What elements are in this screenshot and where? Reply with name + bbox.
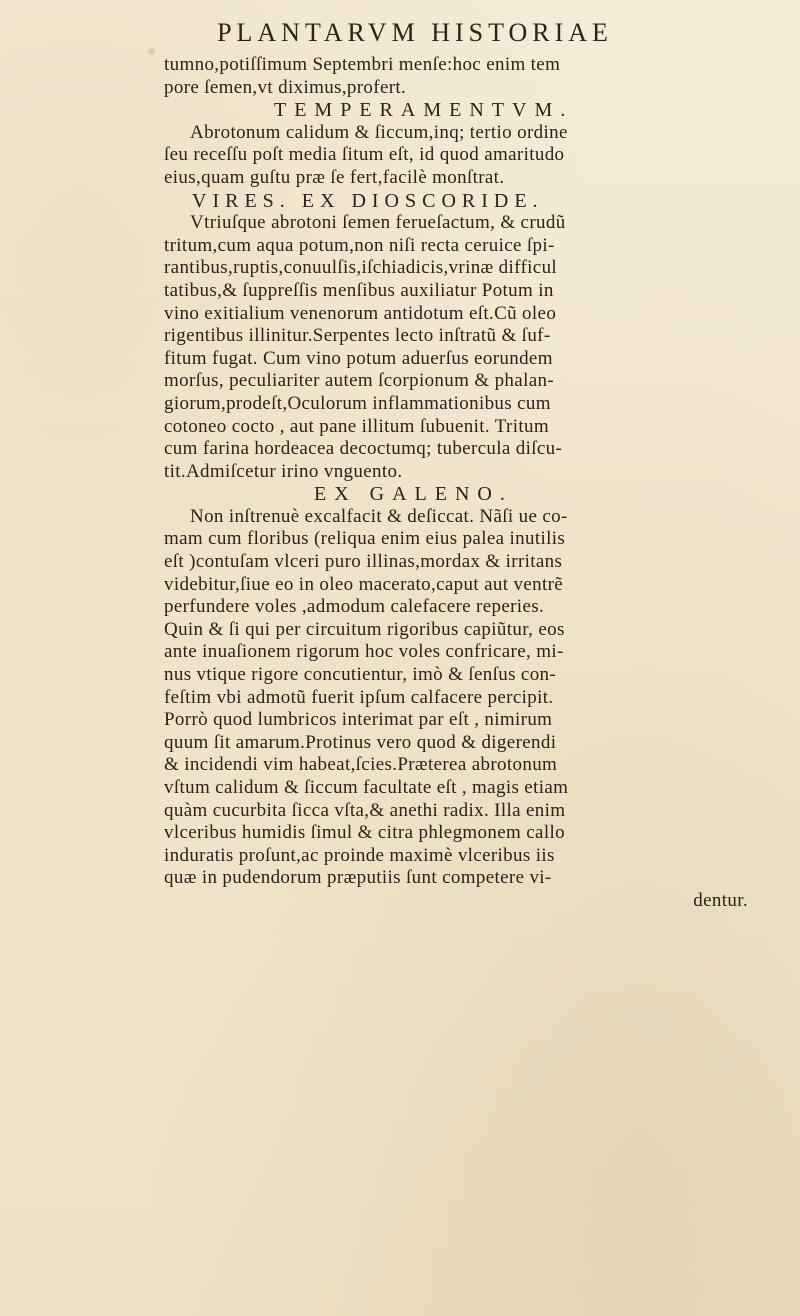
text-line: giorum,prodeſt,Oculorum inflammationibus cum [164, 392, 551, 414]
text-line: vlceribus humidis ſimul & citra phlegmonem callo [164, 822, 565, 844]
text-line: perfundere voles ,admodum calefacere reperies. [164, 596, 545, 618]
text-line: vſtum calidum & ſiccum facultate eſt , magis etiam [164, 777, 569, 798]
text-line: induratis proſunt,ac proinde maximè vlceribus iis [164, 844, 555, 866]
text-line: quæ in pudendorum præputiis ſunt competere vi- [164, 867, 552, 889]
text-line: fitum fugat. Cum vino potum aduerſus eorundem [164, 347, 553, 369]
text-line: ſeu receſſu poſt media ſitum eſt, id quod amaritudo [164, 144, 565, 166]
text-line: eius,quam guſtu præ ſe fert,facilè monſtrat. [164, 166, 505, 188]
text-line: Quin & ſi qui per circuitum rigoribus capiũtur, eos [164, 618, 565, 640]
ink-blot [148, 48, 155, 55]
text-line: cotoneo cocto , aut pane illitum ſubuenit. Tritum [164, 415, 549, 437]
section-heading-vires-dioscoride: VIRES. EX DIOSCORIDE. [192, 189, 544, 212]
text-line: tatibus,& ſuppreſſis menſibus auxiliatur Potum in [164, 279, 554, 301]
text-line: mam cum floribus (reliqua enim eius palea inutilis [164, 528, 566, 550]
text-line-last: dentur. [693, 889, 748, 911]
text-line: tumno,potiſſimum Septembri menſe:hoc enim tem [164, 54, 561, 75]
text-line: Abrotonum calidum & ſiccum,inq; tertio ordine [190, 121, 568, 143]
text-line: Porrò quod lumbricos interimat par eſt , nimirum [164, 709, 553, 731]
text-line: nus vtique rigore concutientur, imò & ſenſus con- [164, 664, 557, 686]
text-line: quàm cucurbita ſicca vſta,& anethi radix. Illa enim [164, 799, 566, 821]
text-line: ante inuaſionem rigorum hoc voles confricare, mi- [164, 641, 564, 663]
text-line: rantibus,ruptis,conuulſis,iſchiadicis,vrinæ difficul [164, 257, 558, 279]
text-line: quum ſit amarum.Protinus vero quod & digerendi [164, 731, 557, 753]
text-line: Non inſtrenuè excalfacit & deſiccat. Nãſi ue co- [190, 505, 568, 527]
section-heading-galeno: EX GALENO. [314, 483, 513, 506]
text-line: eſt )contuſam vlceri puro illinas,mordax & irritans [164, 551, 563, 573]
running-head: PLANTARVM HISTORIAE [217, 18, 613, 47]
text-line: rigentibus illinitur.Serpentes lecto inſtratũ & ſuf- [164, 325, 551, 347]
text-line: Vtriuſque abrotoni ſemen ferueſactum, & crudũ [190, 212, 566, 234]
text-line: cum farina hordeacea decoctumq; tubercula diſcu- [164, 438, 563, 460]
text-line: feſtim vbi admotũ fuerit ipſum calfacere percipit. [164, 686, 554, 708]
text-line: tritum,cum aqua potum,non niſi recta ceruice ſpi- [164, 234, 555, 256]
text-line: pore ſemen,vt diximus,profert. [164, 76, 407, 98]
text-line: & incidendi vim habeat,ſcies.Præterea abrotonum [164, 754, 558, 776]
text-line: tit.Admiſcetur irino vnguento. [164, 460, 403, 482]
text-line: morſus, peculiariter autem ſcorpionum & phalan- [164, 370, 555, 392]
text-line: videbitur,ſiue eo in oleo macerato,caput aut ventrẽ [164, 573, 564, 595]
section-heading-temperamentum: TEMPERAMENTVM. [274, 99, 574, 122]
text-line: vino exitialium venenorum antidotum eſt.Cũ oleo [164, 302, 557, 324]
body-text [164, 54, 784, 913]
